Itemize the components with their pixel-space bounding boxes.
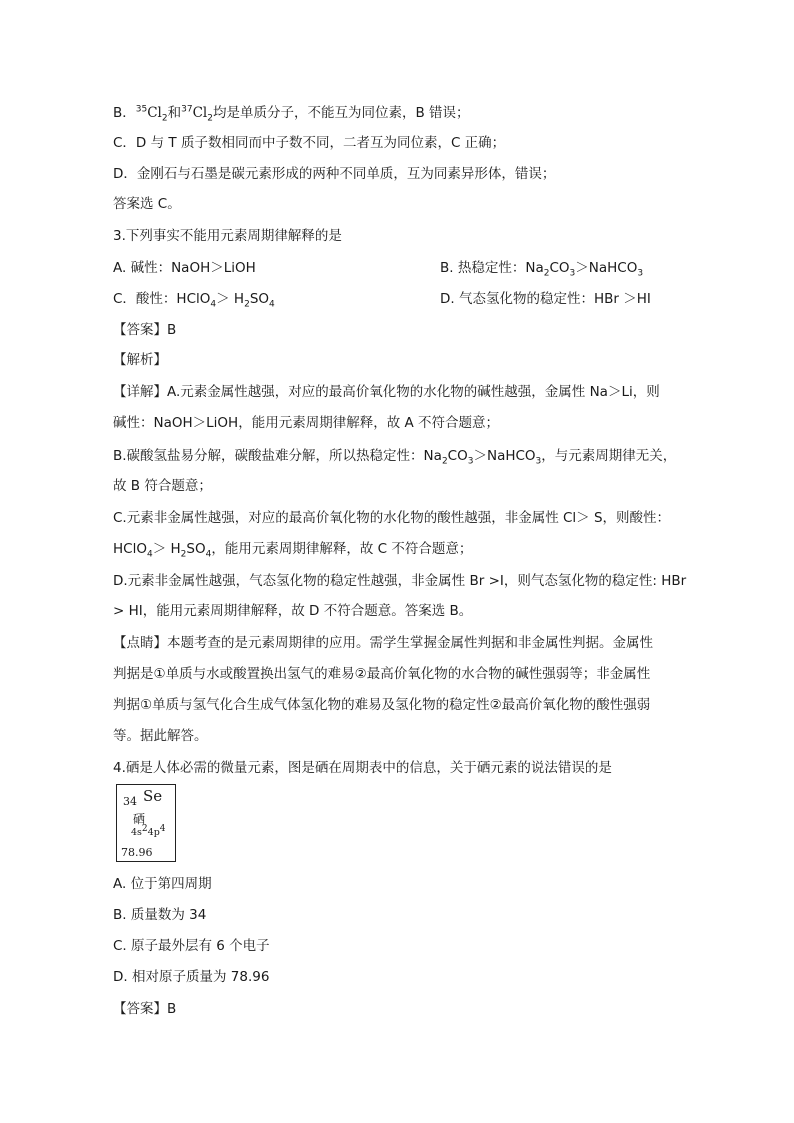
q3-point-line: 等。据此解答。	[113, 728, 208, 744]
q3-point-line: 判据是①单质与水或酸置换出氢气的难易②最高价氧化物的水合物的碱性强弱等；非金属性	[113, 666, 651, 682]
q2-option-b-analysis: B．$^{35}Cl_2$和$^{37}Cl_2$均是单质分子，不能互为同位素，B 错误；	[113, 104, 470, 124]
q2-option-c-analysis: C．D 与 T 质子数相同而中子数不同，二者互为同位素，C 正确；	[113, 135, 506, 151]
q3-answer: 【答案】B	[113, 322, 177, 338]
q4-option-d: D. 相对原子质量为 78.96	[113, 969, 270, 985]
selenium-element-card	[116, 784, 176, 862]
q2-option-d-analysis: D．金刚石与石墨是碳元素形成的两种不同单质，互为同素异形体，错误；	[113, 166, 556, 182]
q3-point-line: 【点睛】本题考查的是元素周期律的应用。需学生掌握金属性判据和非金属性判据。金属性	[113, 635, 653, 651]
electron-configuration: $4s^24p^4$	[131, 823, 166, 838]
q3-detail-line: HClO$_4$＞ $H_2SO_4$，能用元素周期律解释，故 C 不符合题意；	[113, 541, 473, 560]
q3-option-b: B. 热稳定性：$Na_2CO_3>NaHCO_3$	[440, 260, 644, 279]
q3-option-a: A. 碱性：NaOH＞LiOH	[113, 260, 256, 276]
q3-detail-line: B.碳酸氢盐易分解，碳酸盐难分解，所以热稳定性：$Na_2CO_3>NaHCO_3$，与元素周期律无关，	[113, 448, 677, 467]
q2-answer: 答案选 C。	[113, 196, 181, 212]
q3-analysis-heading: 【解析】	[113, 352, 167, 368]
q3-point-line: 判据①单质与氢气化合生成气体氢化物的难易及氢化物的稳定性②最高价氧化物的酸性强弱	[113, 697, 651, 713]
atomic-number: 34	[123, 795, 137, 808]
q3-detail-line: 故 B 符合题意；	[113, 478, 212, 494]
q3-stem: 3.下列事实不能用元素周期律解释的是	[113, 228, 342, 244]
q3-detail-line: C.元素非金属性越强，对应的最高价氧化物的水化物的酸性越强，非金属性 Cl＞ S，则酸性：	[113, 510, 671, 526]
q3-detail-line: 碱性：NaOH＞LiOH，能用元素周期律解释，故 A 不符合题意；	[113, 415, 500, 431]
q4-option-a: A. 位于第四周期	[113, 876, 212, 892]
q3-option-c: C．酸性：HClO$_4$＞ $H_2SO_4$	[113, 291, 275, 310]
q3-detail-line: 【详解】A.元素金属性越强，对应的最高价氧化物的水化物的碱性越强，金属性 Na＞Li，则	[113, 384, 660, 400]
q3-detail-line: > HI，能用元素周期律解释，故 D 不符合题意。答案选 B。	[113, 603, 473, 619]
q4-answer: 【答案】B	[113, 1001, 177, 1017]
q4-option-c: C. 原子最外层有 6 个电子	[113, 938, 270, 954]
q3-detail-line: D.元素非金属性越强，气态氢化物的稳定性越强，非金属性 Br >I，则气态氢化物的稳定性: HBr	[113, 573, 687, 589]
q3-option-d: D. 气态氢化物的稳定性：HBr ＞HI	[440, 291, 651, 307]
element-symbol: Se	[143, 787, 163, 805]
q4-option-b: B. 质量数为 34	[113, 907, 207, 923]
q4-stem: 4.硒是人体必需的微量元素，图是硒在周期表中的信息，关于硒元素的说法错误的是	[113, 760, 612, 776]
element-name: 硒	[133, 812, 146, 826]
atomic-mass: 78.96	[121, 846, 153, 859]
